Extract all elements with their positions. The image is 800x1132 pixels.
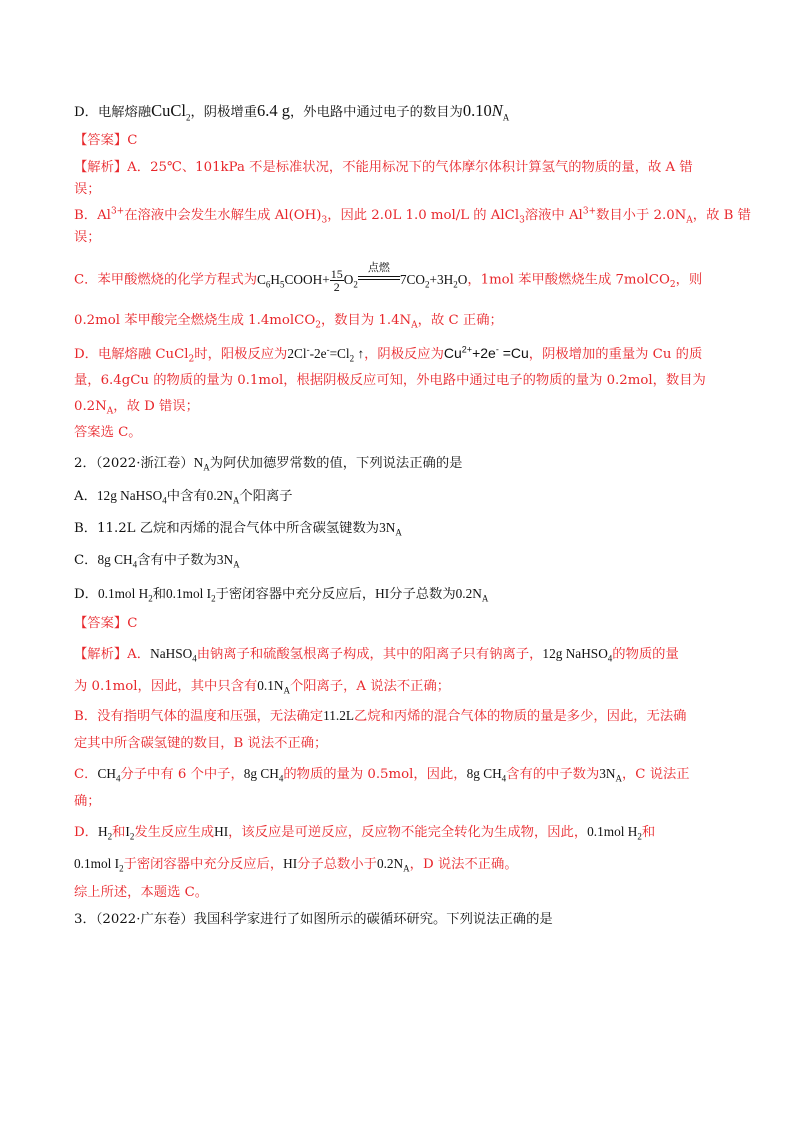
q1-explanation-a: 【解析】A．25℃、101kPa 不是标准状况，不能用标况下的气体摩尔体积计算氢气的物质的量，故 A 错 xyxy=(74,160,693,175)
q2-option-a: A．12g NaHSO$_4$中含有$0.2N_A$个阳离子 xyxy=(74,488,293,506)
q1-explanation-d-cont2: $0.2N_A$，故 D 错误； xyxy=(74,399,199,417)
q2-option-c: C．8g $CH_4$含有中子数为$3N_A$ xyxy=(74,552,240,570)
value-0.10na: $0.10N_A$ xyxy=(462,101,510,123)
q2-explanation-c-cont: 确； xyxy=(74,794,101,809)
q1-explanation-b-cont: 误； xyxy=(74,230,101,245)
reaction-condition: 点燃 xyxy=(358,276,400,284)
anode-reaction: $2Cl^--2e^-=Cl_2$ ↑ xyxy=(287,344,365,364)
q1-explanation-b: B．$Al^{3+}$在溶液中会发生水解生成 $Al(OH)_3$，因此 2.0L 1.0 mol/L 的 AlCl$_3$溶液中 $Al^{3+}$数目小于 $2.0N_A$，故 B 错 xyxy=(74,206,751,226)
q1-explanation-a-cont: 误； xyxy=(74,182,101,197)
q2-explanation-c: C．$CH_4$分子中有 6 个中子，8g $CH_4$的物质的量为 0.5mol，因此，8g $CH_4$含有的中子数为$3N_A$，C 说法正 xyxy=(74,766,690,784)
cathode-reaction: $Cu^{2+}+2e^- =Cu$ xyxy=(443,344,529,361)
q2-explanation-d: D．$H_2$和$I_2$发生反应生成HI，该反应是可逆反应，反应物不能完全转化为生成物，因此，0.1mol $H_2$和 xyxy=(74,824,656,842)
q2-final-answer: 综上所述，本题选 C。 xyxy=(74,885,209,900)
q2-stem: 2．（2022·浙江卷）$N_A$为阿伏加德罗常数的值，下列说法正确的是 xyxy=(74,455,463,473)
q2-option-b: B．11.2L 乙烷和丙烯的混合气体中所含碳氢键数为$3N_A$ xyxy=(74,520,402,538)
mass-6.4g: 6.4 g xyxy=(257,101,290,120)
formula-cucl2: CuCl$_2$ xyxy=(151,101,191,123)
symbol-na: $N_A$ xyxy=(193,455,210,473)
q1-option-d-text: ，外电路中通过电子的数目为 xyxy=(290,105,463,120)
q2-explanation-d-cont: 0.1mol $I_2$于密闭容器中充分反应后，HI分子总数小于$0.2N_A$，D 说法不正确。 xyxy=(74,856,518,874)
q1-option-d xyxy=(74,100,734,124)
q2-explanation-a: 【解析】A．NaHSO$_4$由钠离子和硫酸氢根离子构成，其中的阳离子只有钠离子，12g NaHSO$_4$的物质的量 xyxy=(74,646,679,664)
q1-explanation-d-cont: 量，6.4gCu 的物质的量为 0.1mol，根据阴极反应可知，外电路中通过电子的物质的量为 0.2mol，数目为 xyxy=(74,373,706,388)
q2-explanation-b: B．没有指明气体的温度和压强，无法确定11.2L乙烷和丙烯的混合气体的物质的量是多少，因此，无法确 xyxy=(74,708,687,724)
q1-option-d-text: ，阴极增重 xyxy=(190,105,257,120)
q1-explanation-c-cont: 0.2mol 苯甲酸完全燃烧生成 1.4molCO$_2$，数目为 $1.4N_A$，故 C 正确； xyxy=(74,313,503,331)
fraction-15-2: $\frac{15}{2}$ xyxy=(330,267,343,294)
q1-explanation-c: C．苯甲酸燃烧的化学方程式为$C_6H_5COOH+$ $\frac{15}{2}$ $O_2$ 点燃 $7CO_2+3H_2O$，1mol 苯甲酸燃烧生成 7molCO$_2$，则 xyxy=(74,261,703,294)
q2-explanation-b-cont: 定其中所含碳氢键的数目，B 说法不正确； xyxy=(74,736,328,751)
q2-explanation-a-cont: 为 0.1mol，因此，其中只含有$0.1N_A$个阳离子，A 说法不正确； xyxy=(74,678,451,696)
benzoic-acid-combustion-equation: $C_6H_5COOH+$ $\frac{15}{2}$ $O_2$ 点燃 $7CO_2+3H_2O$ xyxy=(257,261,468,294)
q3-stem: 3．（2022·广东卷）我国科学家进行了如图所示的碳循环研究。下列说法正确的是 xyxy=(74,912,553,927)
q1-explanation-d: D．电解熔融 CuCl$_2$时，阳极反应为$2Cl^--2e^-=Cl_2$ ↑，阴极反应为$Cu^{2+}+2e^- =Cu$，阴极增加的重量为 Cu 的质 xyxy=(74,344,703,365)
q2-option-d: D．0.1mol $H_2$和0.1mol $I_2$于密闭容器中充分反应后，HI分子总数为$0.2N_A$ xyxy=(74,586,489,604)
q2-answer: 【答案】C xyxy=(74,616,138,631)
q1-answer: 【答案】C xyxy=(74,133,138,148)
q1-option-d-text: D．电解熔融 xyxy=(74,105,152,120)
q1-final-answer: 答案选 C。 xyxy=(74,425,142,440)
